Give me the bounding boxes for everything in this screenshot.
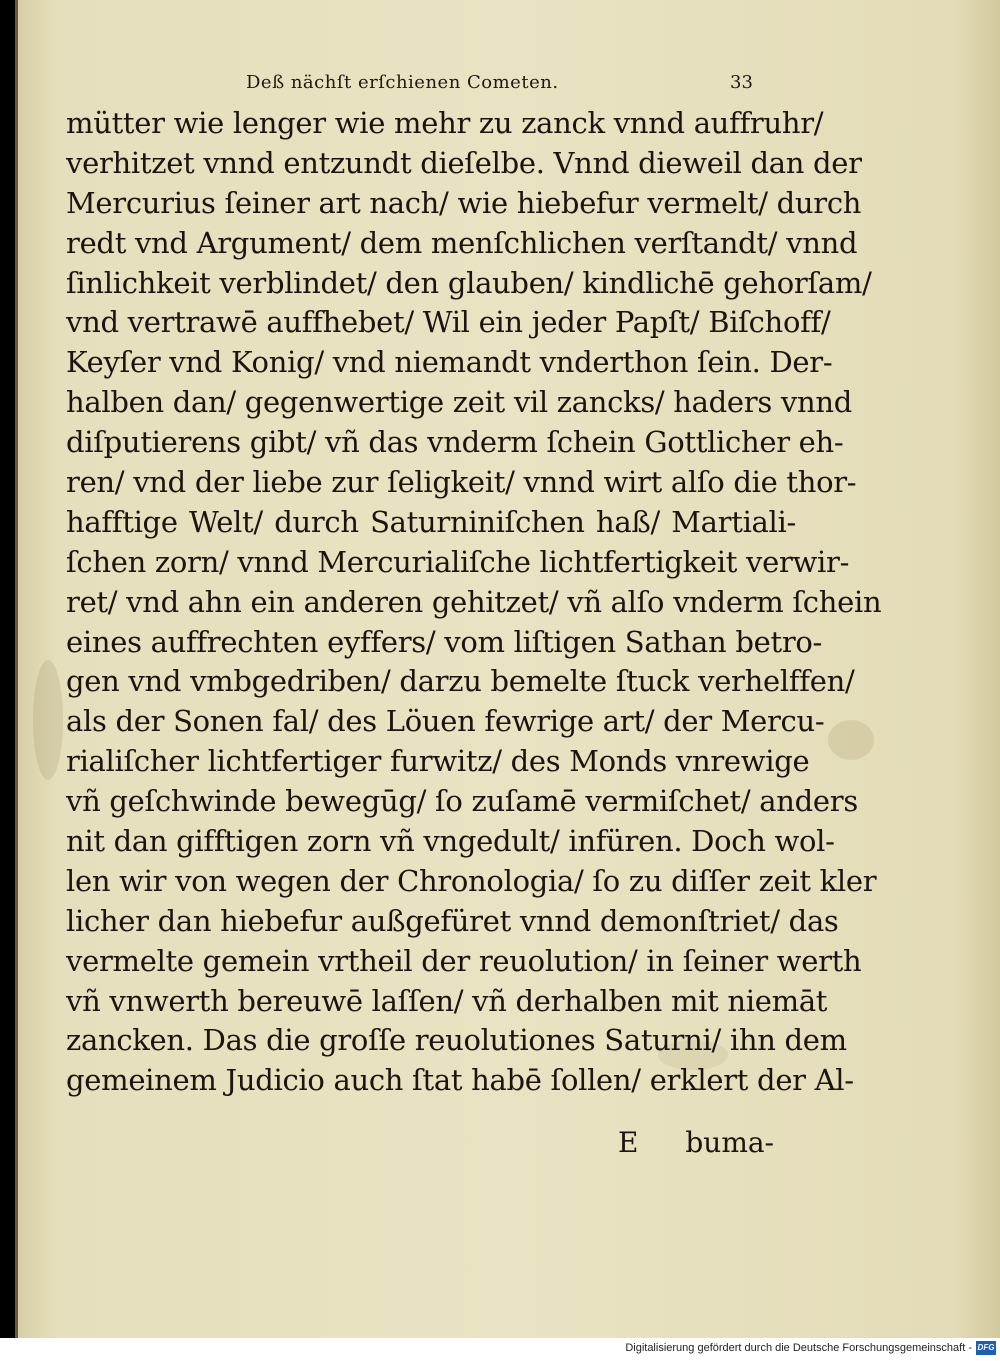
- text-line: ren/ vnd der liebe zur ſeligkeit/ vnnd wirt alſo die thor-: [66, 465, 857, 500]
- text-line: zancken. Das die groſſe reuolutiones Saturni/ ihn dem: [66, 1023, 847, 1058]
- text-line: vermelte gemein vrtheil der reuolution/ in ſeiner werth: [66, 943, 862, 978]
- text-line: vñ vnwerth bereuwē laſſen/ vñ derhalben mit niemāt: [66, 983, 828, 1018]
- text-line: hafftige Welt/ durch Saturniniſchen haß/ Martiali-: [66, 504, 796, 539]
- signature-mark: E: [618, 1126, 639, 1159]
- text-line: als der Sonen fal/ des Löuen fewrige art/ der Mercu-: [66, 704, 825, 739]
- text-line: ſchen zorn/ vnnd Mercurialiſche lichtfertigkeit verwir-: [66, 544, 850, 579]
- text-line: len wir von wegen der Chronologia/ ſo zu diſſer zeit kler: [66, 863, 877, 898]
- text-line: gemeinem Judicio auch ſtat habē ſollen/ erklert der Al-: [66, 1063, 854, 1098]
- text-line: mütter wie lenger wie mehr zu zanck vnnd auffruhr/: [66, 106, 824, 140]
- body-text: [66, 104, 882, 1101]
- text-line: redt vnd Argument/ dem menſchlichen verſtandt/ vnnd: [66, 225, 858, 260]
- book-page: [15, 0, 1000, 1338]
- text-line: ret/ vnd ahn ein anderen gehitzet/ vñ alſo vnderm ſchein: [66, 584, 882, 619]
- catchword-line: [618, 1126, 774, 1159]
- text-line: nit dan gifftigen zorn vñ vngedult/ infüren. Doch wol-: [66, 824, 835, 859]
- text-line: diſputierens gibt/ vñ das vnderm ſchein Gottlicher eh-: [66, 425, 844, 460]
- text-line: verhitzet vnnd entzundt dieſelbe. Vnnd dieweil dan der: [66, 145, 862, 180]
- catchword: buma-: [685, 1126, 775, 1159]
- text-line: eines auffrechten eyffers/ vom liſtigen Sathan betro-: [66, 624, 823, 659]
- text-line: Mercurius ſeiner art nach/ wie hiebefur vermelt/ durch: [66, 185, 862, 220]
- paper-stain: [828, 720, 874, 760]
- text-line: licher dan hiebefur außgefüret vnnd demonſtriet/ das: [66, 903, 839, 938]
- text-line: ſinlichkeit verblindet/ den glauben/ kindlichē gehorſam/: [66, 265, 872, 300]
- dfg-logo-icon: DFG: [976, 1341, 996, 1355]
- text-line: vñ geſchwinde bewegūg/ ſo zuſamē vermiſchet/ anders: [66, 784, 858, 819]
- running-head: Deß nächſt erſchienen Cometen.: [246, 72, 559, 93]
- text-line: halben dan/ gegenwertige zeit vil zancks/ haders vnnd: [66, 385, 852, 420]
- text-line: vnd vertrawē auffhebet/ Wil ein jeder Papſt/ Biſchoff/: [66, 305, 831, 340]
- text-line: rialiſcher lichtfertiger furwitz/ des Monds vnrewige: [66, 744, 810, 779]
- paper-stain: [33, 660, 63, 780]
- footer-credit: Digitalisierung gefördert durch die Deutsche Forschungsgemeinschaft -: [625, 1342, 972, 1354]
- text-line: Keyſer vnd Konig/ vnd niemandt vnderthon ſein. Der-: [66, 345, 833, 380]
- page-number: 33: [730, 72, 753, 93]
- text-line: gen vnd vmbgedriben/ darzu bemelte ſtuck verhelffen/: [66, 664, 855, 699]
